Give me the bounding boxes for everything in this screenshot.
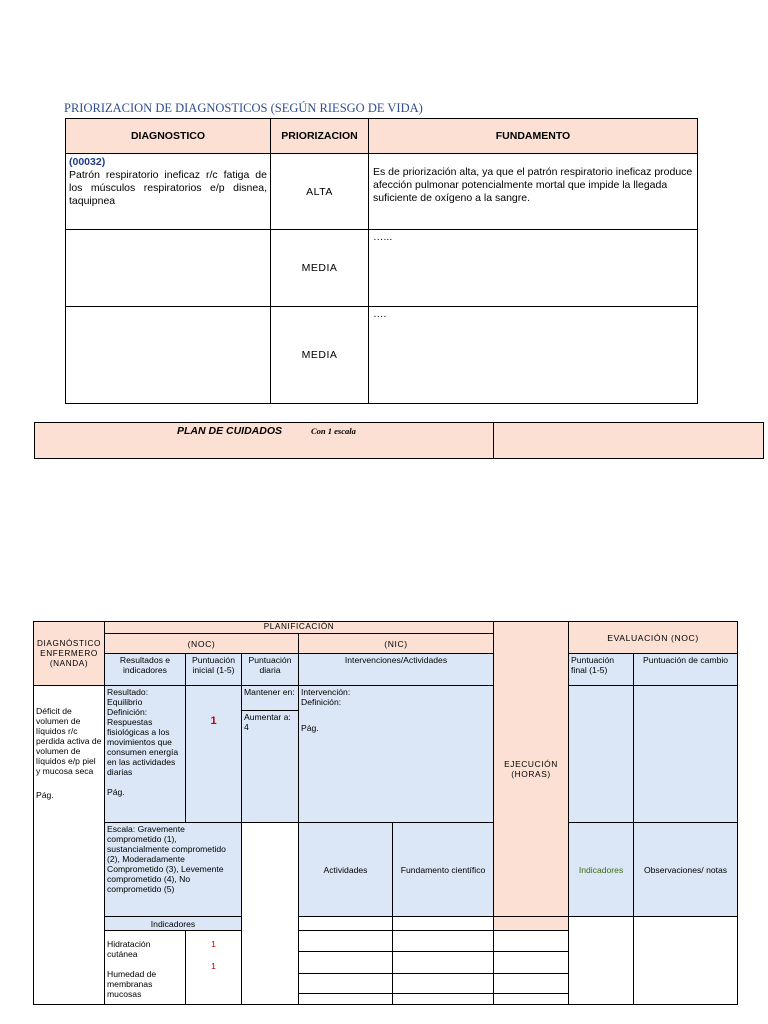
empty-cell	[299, 952, 393, 974]
basis-cell: …...	[369, 230, 698, 307]
diagnosis-cell	[66, 154, 271, 230]
initial-score-cell	[186, 686, 242, 823]
daily-score-cell	[242, 686, 299, 823]
empty-cell	[494, 974, 569, 994]
divider	[493, 423, 494, 459]
empty-cell	[299, 974, 393, 994]
ejecucion-header: EJECUCIÓN (HORAS)	[494, 622, 569, 917]
table-row	[66, 154, 698, 230]
header-fundamento: FUNDAMENTO	[369, 119, 698, 154]
empty-cell	[494, 917, 569, 931]
resultado-page: Pág.	[107, 787, 125, 797]
empty-cell	[494, 994, 569, 1005]
eval-indicators-header	[569, 823, 634, 917]
resultado-cell	[105, 686, 186, 823]
indicators-header: Indicadores	[105, 917, 242, 931]
priority-cell: MEDIA	[271, 307, 369, 404]
indicator-scores-cell	[186, 931, 242, 1005]
evaluacion-header: EVALUACIÓN (NOC)	[569, 622, 738, 654]
nanda-diagnosis-cell	[34, 686, 105, 1005]
priorization-title: PRIORIZACION DE DIAGNOSTICOS (SEGÚN RIESGO DE VIDA)	[64, 101, 423, 115]
care-plan-table	[33, 621, 738, 1005]
basis-cell: ….	[369, 307, 698, 404]
priority-cell: MEDIA	[271, 230, 369, 307]
planificacion-header: PLANIFICACIÓN	[105, 622, 494, 634]
care-plan-title: PLAN DE CUIDADOS	[177, 425, 283, 437]
empty-cell	[393, 917, 494, 931]
empty-cell	[393, 994, 494, 1005]
priority-cell: ALTA	[271, 154, 369, 230]
basis-cell: Es de priorización alta, ya que el patrón respiratorio ineficaz produce afección pulmonar potencialmente mortal que impide la llegada suficiente de oxígeno a la sangre.	[369, 154, 698, 230]
priorization-table	[65, 118, 698, 404]
empty-cell	[569, 917, 634, 1005]
intervention-page: Pág.	[301, 723, 319, 733]
nanda-page: Pág.	[36, 790, 54, 800]
col-change-score: Puntuación de cambio	[634, 654, 738, 686]
header-diagnostico: DIAGNOSTICO	[66, 119, 271, 154]
empty-cell	[393, 952, 494, 974]
indicator-hydration: Hidratación cutánea	[107, 939, 151, 959]
empty-cell	[299, 994, 393, 1005]
scale-cell: Escala: Gravemente comprometido (1), sustancialmente comprometido (2), Moderadamente Comprometido (3), Levemente comprometido (4), No comprometido (5)	[105, 823, 242, 917]
nanda-header: DIAGNÓSTICO ENFERMERO (NANDA)	[34, 622, 105, 686]
empty-cell	[494, 952, 569, 974]
maintain-text: Mantener en:	[242, 686, 298, 711]
table-row	[66, 307, 698, 404]
indicator-hydration-score: 1	[211, 939, 216, 949]
definition-label: Definición:	[301, 697, 342, 707]
observations-header: Observaciones/ notas	[634, 823, 738, 917]
care-plan-scale: Con 1 escala	[311, 426, 356, 436]
intervention-label: Intervención:	[301, 687, 351, 697]
change-score-cell	[634, 686, 738, 823]
empty-cell	[393, 931, 494, 952]
empty-cell	[299, 917, 393, 931]
indicators-list-cell	[105, 931, 186, 1005]
diagnosis-cell	[66, 307, 271, 404]
indicator-mucosa: Humedad de membranas mucosas	[107, 969, 157, 999]
divider	[35, 458, 494, 459]
col-final-score: Puntuación final (1-5)	[569, 654, 634, 686]
table-row	[66, 230, 698, 307]
diagnosis-text: Patrón respiratorio ineficaz r/c fatiga de los músculos respiratorios e/p disnea, taquipnea	[69, 169, 267, 207]
resultado-text: Resultado: Equilibrio Definición: Respuestas fisiológicas a los movimientos que consumen energía en las actividades diarias	[107, 687, 179, 777]
empty-cell	[494, 931, 569, 952]
indicator-mucosa-score: 1	[211, 961, 216, 971]
empty-cell	[299, 931, 393, 952]
priorization-header-row	[66, 119, 698, 154]
col-interventions: Intervenciones/Actividades	[299, 654, 494, 686]
noc-header: (NOC)	[105, 634, 299, 654]
diagnosis-cell	[66, 230, 271, 307]
activities-header: Actividades	[299, 823, 393, 917]
final-score-cell	[569, 686, 634, 823]
care-plan-bar	[34, 422, 764, 459]
empty-cell	[242, 823, 299, 1005]
initial-score: 1	[210, 715, 217, 727]
scientific-basis-header: Fundamento científico	[393, 823, 494, 917]
intervention-cell	[299, 686, 494, 823]
empty-cell	[634, 917, 738, 1005]
header-priorizacion: PRIORIZACION	[271, 119, 369, 154]
empty-cell	[393, 974, 494, 994]
diagnosis-code: (00032)	[69, 156, 106, 168]
col-initial-score: Puntuación inicial (1-5)	[186, 654, 242, 686]
eval-indicators-label: Indicadores	[578, 864, 624, 875]
nanda-diagnosis-text: Déficit de volumen de líquidos r/c perdida activa de volumen de líquidos e/p piel y mucosa seca	[36, 706, 102, 776]
col-daily-score: Puntuación diaria	[242, 654, 299, 686]
col-resultados: Resultados e indicadores	[105, 654, 186, 686]
increase-text: Aumentar a: 4	[244, 712, 291, 732]
nic-header: (NIC)	[299, 634, 494, 654]
